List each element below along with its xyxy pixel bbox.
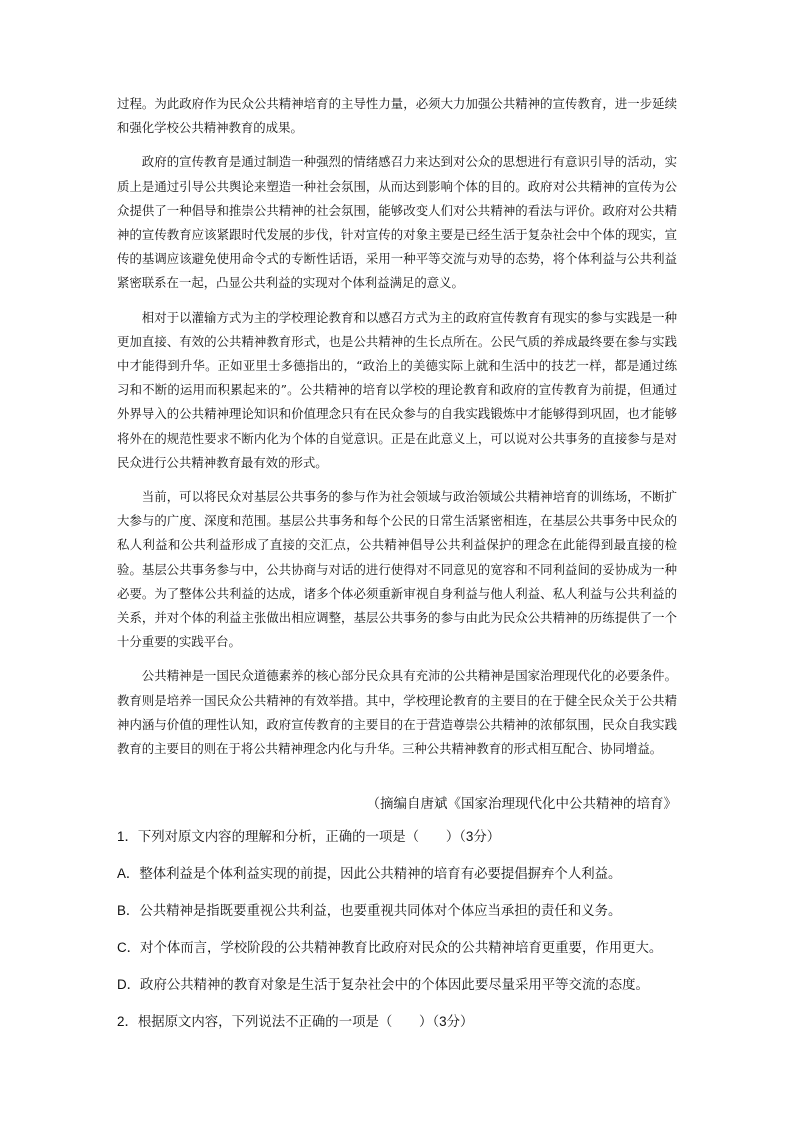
paragraph-4: 当前，可以将民众对基层公共事务的参与作为社会领域与政治领域公共精神培育的训练场，不断扩大参与的广度、深度和范围。基层公共事务和每个公民的日常生活紧密相连，在基层公共事务中民众的私人利益和公共利益形成了直接的交汇点，公共精神倡导公共利益保护的理念在此能得到最直接的检验。基层公共事务参与中，公共协商与对话的进行使得对不同意见的宽容和不同利益间的妥协成为一种必要。为了整体公共利益的达成，诸多个体必须重新审视自身利益与他人利益、私人利益与公共利益的关系，并对个体的利益主张做出相应调整，基层公共事务的参与由此为民众公共精神的历练提供了一个十分重要的实践平台。 xyxy=(117,489,677,650)
option-b: B．公共精神是指既要重视公共利益，也要重视共同体对个体应当承担的责任和义务。 xyxy=(117,903,622,918)
option-d: D．政府公共精神的教育对象是生活于复杂社会中的个体因此要尽量采用平等交流的态度。 xyxy=(117,977,649,992)
paragraph-5: 公共精神是一国民众道德素养的核心部分民众具有充沛的公共精神是国家治理现代化的必要条件。教育则是培养一国民众公共精神的有效举措。其中，学校理论教育的主要目的在于健全民众关于公共精神内涵与价值的理性认知，政府宣传教育的主要目的在于营造尊崇公共精神的浓郁氛围，民众自我实践教育的主要目的则在于将公共精神理念内化与升华。三种公共精神教育的形式相互配合、协同增益。 xyxy=(117,668,677,757)
paragraph-1: 过程。为此政府作为民众公共精神培育的主导性力量，必须大力加强公共精神的宣传教育，进一步延续和强化学校公共精神教育的成果。 xyxy=(117,96,677,136)
option-a: A．整体利益是个体利益实现的前提，因此公共精神的培育有必要提倡摒弃个人利益。 xyxy=(117,866,622,881)
question-block xyxy=(117,826,692,1048)
paragraph-2: 政府的宣传教育是通过制造一种强烈的情绪感召力来达到对公众的思想进行有意识引导的活动，实质上是通过引导公共舆论来塑造一种社会氛围，从而达到影响个体的目的。政府对公共精神的宣传为公众提供了一种倡导和推崇公共精神的社会氛围，能够改变人们对公共精神的看法与评价。政府对公共精神的宣传教育应该紧跟时代发展的步伐，针对宣传的对象主要是已经生活于复杂社会中个体的现实，宣传的基调应该避免使用命令式的专断性话语，采用一种平等交流与劝导的态势，将个体利益与公共利益紧密联系在一起，凸显公共利益的实现对个体利益满足的意义。 xyxy=(117,154,677,291)
question-1-stem: 1．下列对原文内容的理解和分析，正确的一项是（ ）（3分） xyxy=(117,829,501,844)
question-2-stem: 2．根据原文内容，下列说法不正确的一项是（ ）（3分） xyxy=(117,1014,474,1029)
option-c: C．对个体而言，学校阶段的公共精神教育比政府对民众的公共精神培育更重要，作用更大。 xyxy=(117,940,663,955)
reading-passage xyxy=(117,92,677,771)
paragraph-3: 相对于以灌输方式为主的学校理论教育和以感召方式为主的政府宣传教育有现实的参与实践是一种更加直接、有效的公共精神教育形式，也是公共精神的生长点所在。公民气质的养成最终要在参与实践中才能得到升华。正如亚里士多德指出的，“政治上的美德实际上就和生活中的技艺一样，都是通过练习和不断的运用而积累起来的”。公共精神的培育以学校的理论教育和政府的宣传教育为前提，但通过外界导入的公共精神理论知识和价值理念只有在民众参与的自我实践锻炼中才能够得到巩固，也才能够将外在的规范性要求不断内化为个体的自觉意识。正是在此意义上，可以说对公共事务的直接参与是对民众进行公共精神教育最有效的形式。 xyxy=(117,309,677,470)
source-citation: （摘编自唐斌《国家治理现代化中公共精神的培育》 xyxy=(366,796,677,812)
